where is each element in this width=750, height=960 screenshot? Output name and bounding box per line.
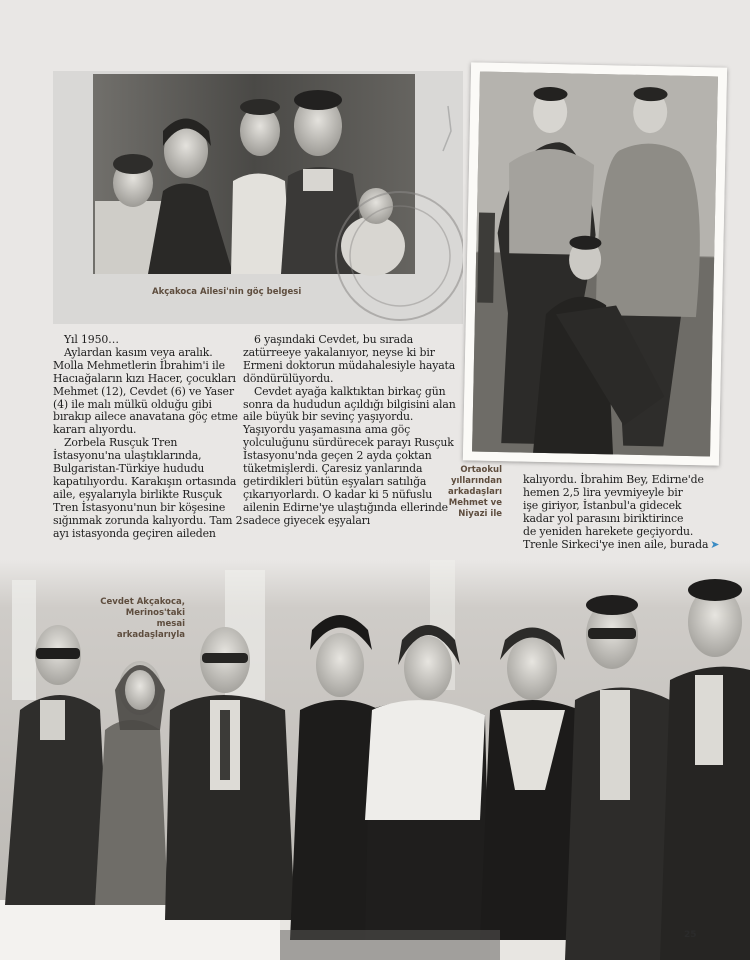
caption-line: Cevdet Akçakoca, [100,597,185,607]
article-line: işe giriyor, İstanbul'a gidecek [523,498,682,512]
article-line: hemen 2,5 lira yevmiyeyle bir [523,485,683,499]
caption-line: Mehmet ve [448,498,502,508]
article-column-1 [53,334,246,541]
article-column-2 [243,334,458,528]
school-friends-photo [463,62,727,465]
article-paragraph: Cevdet ayağa kalktıktan birkaç gün sonra da hududun açıldığı bilgisini alan aile büyük bir sevinç yaşıyordu. Yaşıyordu yaşamasına ama göç yolculuğunu sürdürecek parayı Rusçuk İstasyonu'nda geçen 2 ayda çoktan tüketmişlerdi. Çaresiz yanlarında getirdikleri bütün eşyaları satılığa çıkarıyorlardı. O kadar ki 5 nüfuslu ailenin Edirne'ye ulaştığında ellerinde sadece giyecek eşyaları [243,384,456,527]
article-line: kadar yol parasını biriktirince [523,511,684,525]
caption-line: arkadaşları [448,487,502,497]
article-paragraph: 6 yaşındaki Cevdet, bu sırada zatürreeye yakalanıyor, neyse ki bir Ermeni doktorun müdahalesiyle hayata döndürülüyordu. [243,333,456,385]
caption-line: arkadaşlarıyla [116,630,185,640]
article-paragraph: Zorbela Rusçuk Tren İstasyonu'na ulaştıklarında, Bulgaristan-Türkiye hududu kapatılıyordu. Karakışın ortasında aile, eşyalarıyla birlikte Rusçuk Tren İstasyonu'nun bir köşesine sığınmak zorunda kalıyordu. Tam 2 ayı istasyonda geçiren aileden [53,436,243,540]
article-line: de yeniden harekete geçiyordu. [523,524,694,538]
article-line-last [523,539,728,552]
caption-line: Niyazi ile [458,509,502,519]
article-paragraph: Yıl 1950… [64,333,119,346]
article-paragraph: Aylardan kasım veya aralık. Molla Mehmetlerin İbrahim'i ile Hacıağaların kızı Hacer, çocukları Mehmet (12), Cevdet (6) ve Yaser (4) ile malı mülkü olduğu gibi bırakıp ailece anavatana göç etme kararı alıyordu. [53,345,238,437]
colleagues-caption [95,597,185,641]
article-column-3 [523,474,728,551]
article-line: kalıyordu. İbrahim Bey, Edirne'de [523,473,704,486]
caption-line: Merinos'taki mesai [125,608,185,629]
caption-line: yıllarından [450,476,502,486]
migration-document-caption: Akçakoca Ailesi'nin göç belgesi [152,287,302,297]
page-number: 25 [684,930,697,940]
article-line-text: Trenle Sirkeci'ye inen aile, burada [523,537,709,551]
caption-line: Ortaokul [460,465,502,475]
arrow-right-icon: ➤ [710,537,720,551]
